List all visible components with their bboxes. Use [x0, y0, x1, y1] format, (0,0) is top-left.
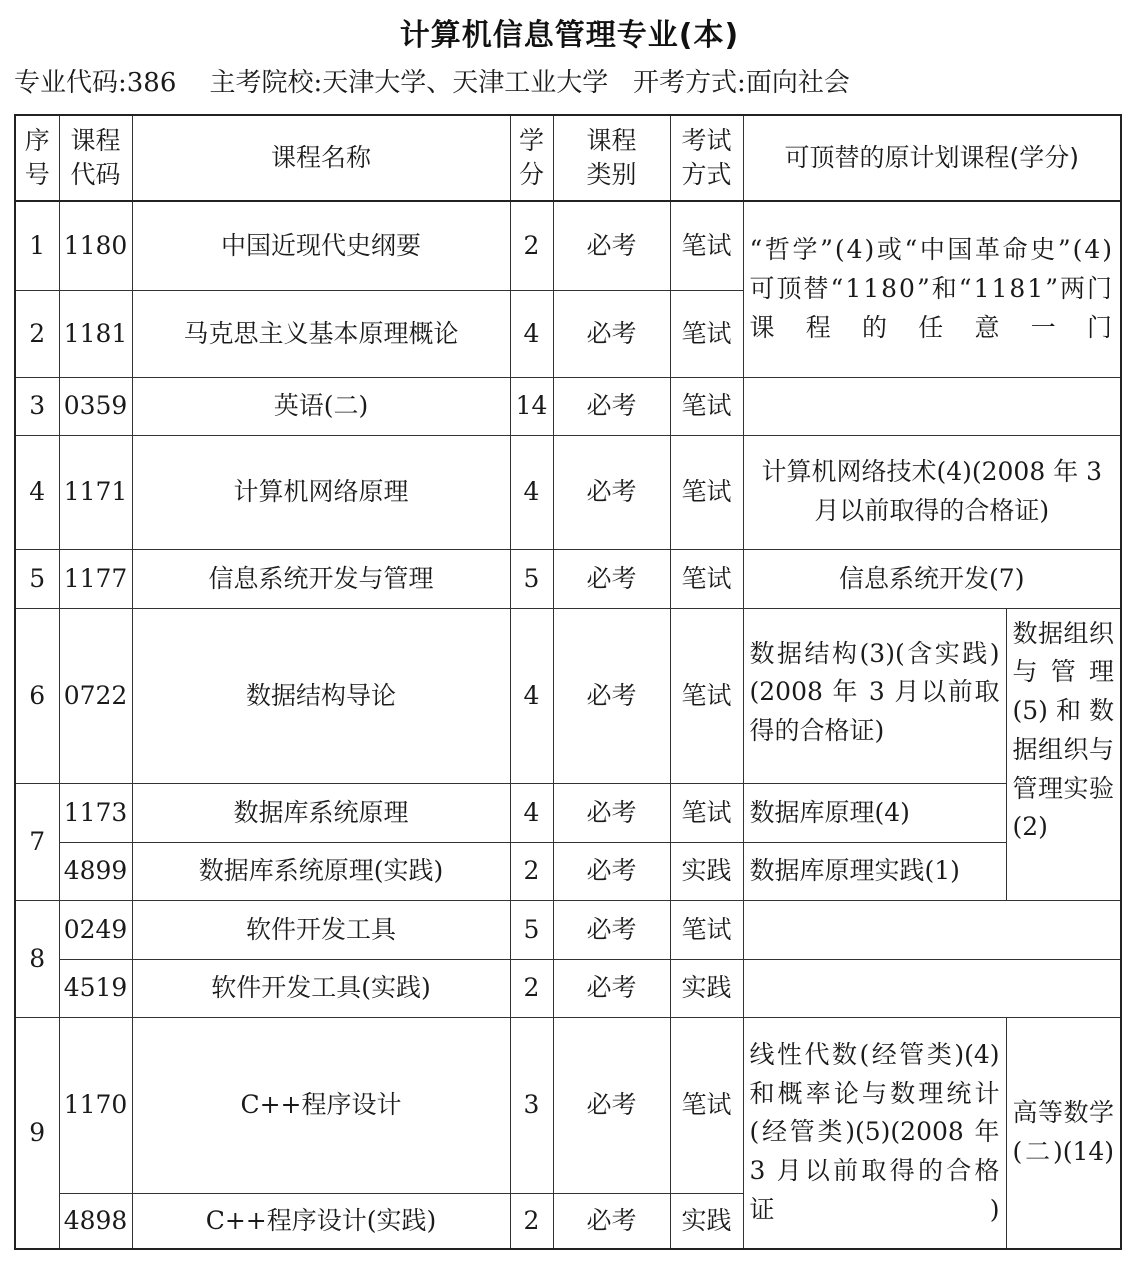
exam-mode: 面向社会	[745, 68, 850, 98]
cell-exam: 实践	[670, 842, 743, 900]
cell-exam: 笔试	[670, 201, 743, 290]
table-row	[15, 783, 1121, 842]
cell-credits: 14	[510, 377, 553, 435]
header-category: 课程类别	[553, 115, 670, 201]
header-replace: 可顶替的原计划课程(学分)	[743, 115, 1121, 201]
cell-replace	[743, 959, 1121, 1017]
table-row	[15, 608, 1121, 783]
cell-category: 必考	[553, 1017, 670, 1193]
cell-seq: 3	[15, 377, 59, 435]
table-row	[15, 377, 1121, 435]
header-code: 课程代码	[59, 115, 132, 201]
cell-credits: 4	[510, 783, 553, 842]
cell-code: 1173	[59, 783, 132, 842]
cell-code: 1180	[59, 201, 132, 290]
cell-exam: 笔试	[670, 377, 743, 435]
cell-name: 数据结构导论	[132, 608, 510, 783]
cell-exam: 笔试	[670, 549, 743, 608]
header-seq: 序号	[15, 115, 59, 201]
cell-replace: 数据库原理实践(1)	[743, 842, 1006, 900]
cell-code: 4899	[59, 842, 132, 900]
cell-seq: 7	[15, 783, 59, 900]
cell-category: 必考	[553, 290, 670, 377]
table-row	[15, 900, 1121, 959]
cell-exam: 笔试	[670, 783, 743, 842]
cell-exam: 笔试	[670, 1017, 743, 1193]
cell-replace: “哲学”(4)或“中国革命史”(4)可顶替“1180”和“1181”两门课程的任意一门	[743, 201, 1121, 377]
cell-code: 0359	[59, 377, 132, 435]
page-title: 计算机信息管理专业(本)	[399, 18, 740, 53]
cell-category: 必考	[553, 959, 670, 1017]
cell-category: 必考	[553, 435, 670, 549]
major-code-label: 专业代码:	[14, 68, 127, 98]
cell-credits: 2	[510, 1193, 553, 1249]
cell-replace: 线性代数(经管类)(4)和概率论与数理统计(经管类)(5)(2008 年 3 月以前取得的合格证)	[743, 1017, 1006, 1249]
cell-code: 0722	[59, 608, 132, 783]
cell-seq: 4	[15, 435, 59, 549]
cell-exam: 笔试	[670, 608, 743, 783]
cell-category: 必考	[553, 1193, 670, 1249]
cell-code: 4519	[59, 959, 132, 1017]
header-name: 课程名称	[132, 115, 510, 201]
cell-code: 1171	[59, 435, 132, 549]
major-code: 386	[126, 68, 177, 98]
cell-category: 必考	[553, 783, 670, 842]
cell-replace: 信息系统开发(7)	[743, 549, 1121, 608]
cell-code: 1170	[59, 1017, 132, 1193]
cell-credits: 2	[510, 959, 553, 1017]
cell-name: 数据库系统原理	[132, 783, 510, 842]
cell-credits: 5	[510, 549, 553, 608]
cell-code: 0249	[59, 900, 132, 959]
cell-credits: 4	[510, 608, 553, 783]
cell-replace	[743, 377, 1121, 435]
cell-category: 必考	[553, 608, 670, 783]
cell-category: 必考	[553, 549, 670, 608]
cell-seq: 1	[15, 201, 59, 290]
cell-name: C++程序设计(实践)	[132, 1193, 510, 1249]
cell-name: C++程序设计	[132, 1017, 510, 1193]
cell-exam: 笔试	[670, 290, 743, 377]
cell-replace: 数据结构(3)(含实践)(2008 年 3 月以前取得的合格证)	[743, 608, 1006, 783]
cell-replace: 数据库原理(4)	[743, 783, 1006, 842]
cell-credits: 4	[510, 290, 553, 377]
cell-name: 信息系统开发与管理	[132, 549, 510, 608]
cell-replace-side: 高等数学(二)(14)	[1006, 1017, 1121, 1249]
cell-name: 软件开发工具	[132, 900, 510, 959]
exam-mode-label: 开考方式:	[633, 68, 746, 98]
cell-credits: 2	[510, 842, 553, 900]
cell-seq: 9	[15, 1017, 59, 1249]
table-row	[15, 842, 1121, 900]
table-row	[15, 549, 1121, 608]
table-row	[15, 959, 1121, 1017]
cell-name: 软件开发工具(实践)	[132, 959, 510, 1017]
cell-name: 数据库系统原理(实践)	[132, 842, 510, 900]
cell-credits: 3	[510, 1017, 553, 1193]
cell-name: 马克思主义基本原理概论	[132, 290, 510, 377]
cell-exam: 笔试	[670, 435, 743, 549]
table-row	[15, 201, 1121, 290]
cell-name: 计算机网络原理	[132, 435, 510, 549]
cell-seq: 2	[15, 290, 59, 377]
cell-seq: 8	[15, 900, 59, 1017]
cell-exam: 实践	[670, 1193, 743, 1249]
cell-seq: 5	[15, 549, 59, 608]
cell-category: 必考	[553, 201, 670, 290]
cell-credits: 2	[510, 201, 553, 290]
table-row	[15, 1017, 1121, 1193]
host-schools-label: 主考院校:	[209, 68, 323, 98]
cell-exam: 实践	[670, 959, 743, 1017]
cell-category: 必考	[553, 377, 670, 435]
header-exam: 考试方式	[670, 115, 743, 201]
host-schools: 天津大学、天津工业大学	[322, 68, 609, 98]
cell-replace-side: 数据组织与管理(5)和数据组织与管理实验(2)	[1006, 608, 1121, 900]
cell-credits: 4	[510, 435, 553, 549]
cell-name: 英语(二)	[132, 377, 510, 435]
cell-category: 必考	[553, 900, 670, 959]
table-row	[15, 435, 1121, 549]
cell-code: 4898	[59, 1193, 132, 1249]
cell-code: 1181	[59, 290, 132, 377]
cell-exam: 笔试	[670, 900, 743, 959]
cell-name: 中国近现代史纲要	[132, 201, 510, 290]
table-header-row	[15, 115, 1121, 201]
cell-code: 1177	[59, 549, 132, 608]
cell-credits: 5	[510, 900, 553, 959]
cell-replace	[743, 900, 1121, 959]
major-meta	[14, 62, 850, 99]
cell-category: 必考	[553, 842, 670, 900]
header-credits: 学分	[510, 115, 553, 201]
cell-replace: 计算机网络技术(4)(2008 年 3 月以前取得的合格证)	[743, 435, 1121, 549]
course-plan-table	[14, 114, 1122, 1250]
cell-seq: 6	[15, 608, 59, 783]
